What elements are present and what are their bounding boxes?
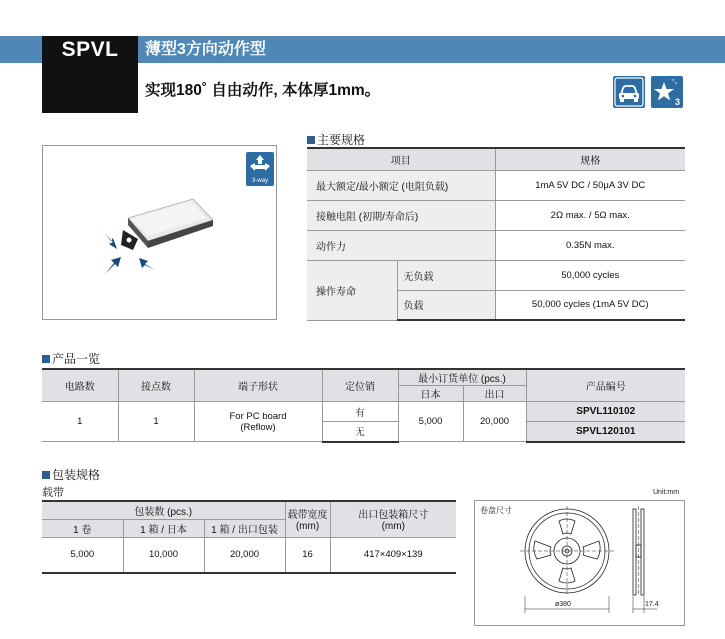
- cell-case-exp: 20,000: [204, 537, 285, 573]
- spec-value: 2Ω max. / 5Ω max.: [495, 200, 685, 230]
- reel-diagram: [475, 501, 686, 627]
- spec-label: 动作力: [307, 230, 495, 260]
- reel-drawing: [474, 500, 685, 626]
- cell-export: 20,000: [463, 402, 526, 442]
- cell-terminal: [194, 402, 322, 442]
- packaging-section-label: 包装规格: [52, 468, 101, 482]
- cell-code: SPVL120101: [526, 422, 685, 442]
- reel-thickness: 17.4: [645, 601, 659, 608]
- spec-value: 50,000 cycles (1mA 5V DC): [495, 290, 685, 320]
- spec-col-item: 项目: [307, 148, 495, 170]
- cell-detent: 有: [322, 402, 398, 422]
- col-case-jp: 1 箱 / 日本: [123, 519, 204, 537]
- col-japan: 日本: [398, 386, 463, 402]
- col-case-exp: 1 箱 / 出口包装: [204, 519, 285, 537]
- cell-contacts: 1: [118, 402, 194, 442]
- series-name: SPVL: [61, 37, 119, 61]
- spec-value: 50,000 cycles: [495, 260, 685, 290]
- terminal-line2: (Reflow): [240, 421, 276, 433]
- col-box: [330, 501, 456, 537]
- cell-detent: 无: [322, 422, 398, 442]
- packaging-section-title: [42, 466, 100, 483]
- col-width-unit: (mm): [295, 521, 320, 533]
- col-reel: 1 卷: [42, 519, 123, 537]
- tagline: 实现180˚ 自由动作, 本体厚1mm。: [145, 82, 381, 99]
- products-section-label: 产品一览: [52, 352, 101, 366]
- table-row: [42, 402, 685, 422]
- table-row: [307, 260, 685, 290]
- spec-label: 最大额定/最小额定 (电阻负载): [307, 170, 495, 200]
- spec-value: 0.35N max.: [495, 230, 685, 260]
- top-margin: [0, 0, 725, 36]
- taping-label: 载带: [42, 487, 64, 499]
- spec-col-spec: 规格: [495, 148, 685, 170]
- products-section-title: [42, 350, 100, 367]
- 3-way-label: 3-way: [251, 178, 269, 184]
- section-marker: [307, 136, 315, 144]
- cell-code: SPVL110102: [526, 402, 685, 422]
- col-qty: 包装数 (pcs.): [42, 501, 285, 519]
- unit-label: Unit:mm: [653, 489, 680, 496]
- cell-japan: 5,000: [398, 402, 463, 442]
- star-badge-number: 3: [675, 97, 681, 107]
- table-row: [307, 200, 685, 230]
- star-3-icon: [651, 76, 683, 108]
- table-row: [42, 537, 456, 573]
- spec-life-label: 操作寿命: [307, 260, 397, 320]
- cell-width: 16: [285, 537, 330, 573]
- series-subtitle: 薄型3方向动作型: [145, 41, 266, 58]
- spec-section-label: 主要规格: [317, 133, 366, 147]
- col-export: 出口: [463, 386, 526, 402]
- col-code: 产品编号: [526, 369, 685, 402]
- col-box-unit: (mm): [381, 521, 405, 533]
- product-image: [42, 145, 277, 320]
- product-table: [42, 368, 685, 443]
- spec-label: 负载: [397, 290, 495, 320]
- col-width: [285, 501, 330, 537]
- cell-case-jp: 10,000: [123, 537, 204, 573]
- spec-label: 接触电阻 (初期/寿命后): [307, 200, 495, 230]
- spec-label: 无负载: [397, 260, 495, 290]
- packaging-table: [42, 500, 456, 574]
- reel-diameter: ø380: [555, 601, 571, 608]
- spec-section-title: [307, 131, 365, 148]
- section-marker: [42, 471, 50, 479]
- switch-illustration: [43, 146, 278, 321]
- col-width-label: 载带宽度: [287, 510, 328, 522]
- col-moq: 最小订货单位 (pcs.): [398, 369, 526, 386]
- col-box-label: 出口包装箱尺寸: [358, 510, 429, 522]
- spec-value: 1mA 5V DC / 50μA 3V DC: [495, 170, 685, 200]
- terminal-line1: For PC board: [229, 410, 287, 422]
- table-row: [307, 230, 685, 260]
- col-terminal: 端子形状: [194, 369, 322, 402]
- col-contacts: 接点数: [118, 369, 194, 402]
- col-circuits: 电路数: [42, 369, 118, 402]
- reel-title: 卷盘尺寸: [480, 506, 512, 515]
- col-detent: 定位销: [322, 369, 398, 402]
- table-row: [307, 170, 685, 200]
- section-marker: [42, 355, 50, 363]
- car-icon: [613, 76, 645, 108]
- cell-reel: 5,000: [42, 537, 123, 573]
- spec-table: [307, 147, 685, 321]
- cell-circuits: 1: [42, 402, 118, 442]
- cell-box: 417×409×139: [330, 537, 456, 573]
